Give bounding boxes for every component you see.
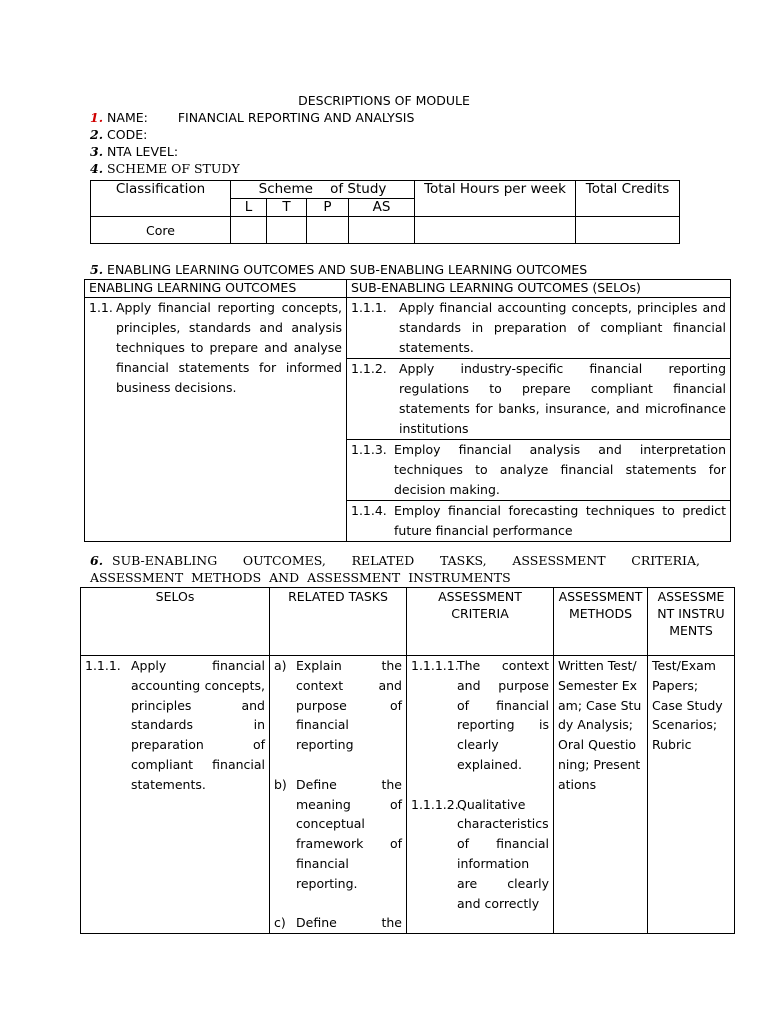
- selo-item: [347, 359, 730, 439]
- selo-item: [347, 298, 730, 358]
- as-cell: [349, 217, 415, 244]
- scheme-table: [90, 180, 680, 244]
- header-classification: Classification: [91, 181, 231, 217]
- criteria-cell: [407, 656, 554, 934]
- total-credits-cell: [576, 217, 680, 244]
- selo-item: [347, 440, 730, 500]
- selo-cell: [347, 359, 731, 440]
- header-t: T: [267, 199, 307, 217]
- item-label: NAME:: [107, 110, 148, 125]
- selo-cell: [347, 298, 731, 359]
- item-label: NTA LEVEL:: [107, 144, 179, 159]
- elo-item: [85, 298, 346, 398]
- item-number: 3.: [90, 144, 104, 159]
- section-5-heading: [90, 262, 587, 277]
- selo-item: [347, 501, 730, 541]
- criterion-number: 1.1.1.2.: [411, 796, 459, 812]
- section-number: 5.: [90, 262, 104, 277]
- header-selo: SUB-ENABLING LEARNING OUTCOMES (SELOs): [347, 280, 731, 298]
- task-item: [270, 913, 406, 933]
- task-number: b): [274, 776, 287, 792]
- t-cell: [267, 217, 307, 244]
- selo-text: Employ financial analysis and interpretation techniques to analyze financial statements for decision making.: [394, 442, 726, 497]
- l-cell: [231, 217, 267, 244]
- header-elo: ENABLING LEARNING OUTCOMES: [85, 280, 347, 298]
- selo-number: 1.1.3.: [351, 442, 387, 457]
- selo-number: 1.1.1.: [351, 300, 387, 315]
- header-scheme: Scheme of Study: [231, 181, 415, 199]
- item-number: 2.: [90, 127, 104, 142]
- header-assessment-methods: ASSESSMENT METHODS: [554, 588, 648, 656]
- header-assessment-instruments: ASSESSMENT INSTRUMENTS: [648, 588, 735, 656]
- item-number: 1.: [90, 110, 104, 125]
- module-name: FINANCIAL REPORTING AND ANALYSIS: [177, 110, 415, 125]
- section-number: 6.: [90, 553, 104, 568]
- selo-item: [81, 656, 269, 795]
- header-selos: SELOs: [81, 588, 270, 656]
- task-text: Define the: [296, 915, 402, 931]
- selo-number: 1.1.1.: [85, 658, 121, 673]
- item-nta-level: [90, 144, 178, 159]
- selo-text: Apply industry-specific financial reporting regulations to prepare compliant financial statements for banks, insurance, and microfinance institutions: [399, 361, 726, 436]
- criterion-item: [407, 656, 553, 775]
- methods-cell: Written Test/ Semester Exam; Case Study Analysis; Oral Questioning; Presentations: [554, 656, 648, 934]
- header-as: AS: [349, 199, 415, 217]
- criterion-text: Qualitative characteristics of financial information are clearly and correctly: [457, 796, 549, 911]
- selo-cell: [81, 656, 270, 934]
- tasks-cell: [270, 656, 407, 934]
- section-6-heading: [90, 552, 700, 586]
- task-text: Define the meaning of conceptual framework of financial reporting.: [296, 776, 402, 891]
- classification-cell: Core: [91, 217, 231, 244]
- selo-text: Apply financial accounting concepts, principles and standards in preparation of compliant financial statements.: [131, 658, 265, 792]
- header-l: L: [231, 199, 267, 217]
- item-code: [90, 127, 147, 142]
- selo-number: 1.1.4.: [351, 503, 387, 518]
- section-title: SUB-ENABLING OUTCOMES, RELATED TASKS, ASSESSMENT CRITERIA, ASSESSMENT METHODS AND ASSESSMENT INSTRUMENTS: [90, 553, 700, 585]
- p-cell: [307, 217, 349, 244]
- page-title: DESCRIPTIONS OF MODULE: [298, 93, 470, 108]
- task-item: [270, 775, 406, 894]
- outcomes-table: [84, 279, 731, 542]
- selo-cell: [347, 440, 731, 501]
- selo-cell: [347, 501, 731, 542]
- selo-number: 1.1.2.: [351, 361, 387, 376]
- selo-text: Apply financial accounting concepts, principles and standards in preparation of compliant financial statements.: [399, 300, 726, 355]
- criterion-item: [407, 795, 553, 914]
- task-item: [270, 656, 406, 755]
- elo-cell: [85, 298, 347, 542]
- header-assessment-criteria: ASSESSMENT CRITERIA: [407, 588, 554, 656]
- elo-text: Apply financial reporting concepts, principles, standards and analysis techniques to prepare and analyse financial statements for informed business decisions.: [116, 300, 342, 395]
- criterion-text: The context and purpose of financial reporting is clearly explained.: [457, 658, 549, 772]
- elo-number: 1.1.: [89, 300, 113, 315]
- item-name: [90, 110, 414, 125]
- task-number: c): [274, 915, 286, 931]
- total-hours-cell: [415, 217, 576, 244]
- criterion-number: 1.1.1.1.: [411, 658, 459, 673]
- item-scheme-of-study: [90, 161, 240, 176]
- assessment-table: [80, 587, 735, 934]
- item-label: CODE:: [107, 127, 148, 142]
- header-total-credits: Total Credits: [576, 181, 680, 217]
- item-label: SCHEME OF STUDY: [107, 161, 240, 176]
- instruments-cell: Test/Exam Papers; Case Study Scenarios; Rubric: [648, 656, 735, 934]
- header-related-tasks: RELATED TASKS: [270, 588, 407, 656]
- task-number: a): [274, 658, 287, 673]
- item-number: 4.: [90, 161, 104, 176]
- header-total-hours: Total Hours per week: [415, 181, 576, 217]
- selo-text: Employ financial forecasting techniques to predict future financial performance: [394, 503, 726, 538]
- task-text: Explain the context and purpose of financial reporting: [296, 658, 402, 753]
- header-p: P: [307, 199, 349, 217]
- section-title: ENABLING LEARNING OUTCOMES AND SUB-ENABLING LEARNING OUTCOMES: [107, 262, 588, 277]
